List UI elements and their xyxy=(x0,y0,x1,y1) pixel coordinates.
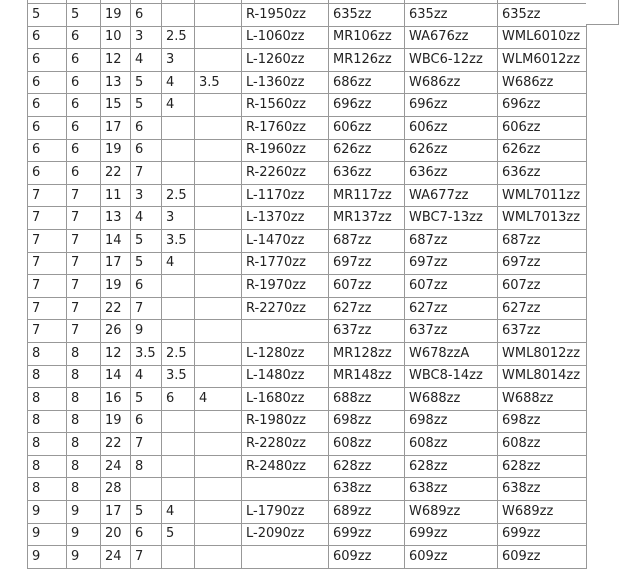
table-body xyxy=(28,0,587,568)
table-cell: 4 xyxy=(131,365,162,388)
table-cell: 697zz xyxy=(329,252,405,275)
table-cell xyxy=(162,139,195,162)
table-cell: 3 xyxy=(162,49,195,72)
table-cell: WLM6012zz xyxy=(498,49,587,72)
table-cell: 9 xyxy=(28,523,67,546)
table-row xyxy=(28,297,587,320)
table-cell: 638zz xyxy=(498,478,587,501)
table-cell xyxy=(195,455,242,478)
table-cell: 4 xyxy=(131,207,162,230)
table-cell: 19 xyxy=(101,275,131,298)
table-cell: 24 xyxy=(101,455,131,478)
table-cell: MR137zz xyxy=(329,207,405,230)
table-cell xyxy=(195,365,242,388)
table-cell: 7 xyxy=(28,297,67,320)
table-cell xyxy=(195,275,242,298)
table-row xyxy=(28,184,587,207)
table-cell: 698zz xyxy=(498,410,587,433)
bearing-table xyxy=(27,0,587,569)
table-cell: WA676zz xyxy=(405,26,498,49)
table-cell xyxy=(162,297,195,320)
table-row xyxy=(28,4,587,27)
table-cell: 7 xyxy=(131,297,162,320)
table-cell: 5 xyxy=(131,501,162,524)
table-cell: 608zz xyxy=(405,433,498,456)
table-cell: 4 xyxy=(162,94,195,117)
table-cell: 609zz xyxy=(329,546,405,569)
table-cell xyxy=(195,4,242,27)
table-cell: 6 xyxy=(131,523,162,546)
table-cell: L-2090zz xyxy=(242,523,329,546)
table-cell: 3 xyxy=(131,26,162,49)
table-cell: 607zz xyxy=(405,275,498,298)
table-cell xyxy=(242,320,329,343)
table-cell: 6 xyxy=(67,139,101,162)
table-cell: R-1770zz xyxy=(242,252,329,275)
table-cell: 3.5 xyxy=(162,365,195,388)
table-cell: 6 xyxy=(28,71,67,94)
table-cell: 17 xyxy=(101,252,131,275)
table-cell: R-2480zz xyxy=(242,455,329,478)
table-row xyxy=(28,275,587,298)
table-cell xyxy=(131,478,162,501)
table-cell: 22 xyxy=(101,297,131,320)
table-cell: R-1970zz xyxy=(242,275,329,298)
table-cell: 8 xyxy=(28,433,67,456)
table-cell: 6 xyxy=(67,116,101,139)
table-cell: L-1280zz xyxy=(242,342,329,365)
table-cell: 19 xyxy=(101,410,131,433)
table-cell: 627zz xyxy=(498,297,587,320)
table-cell: 6 xyxy=(67,71,101,94)
table-cell: 3.5 xyxy=(162,229,195,252)
table-row xyxy=(28,71,587,94)
table-row xyxy=(28,410,587,433)
table-cell: 608zz xyxy=(329,433,405,456)
table-cell: 6 xyxy=(67,26,101,49)
table-cell: 697zz xyxy=(405,252,498,275)
table-cell xyxy=(195,207,242,230)
table-cell: 22 xyxy=(101,162,131,185)
table-cell: W689zz xyxy=(498,501,587,524)
table-row xyxy=(28,523,587,546)
table-cell: WBC6-12zz xyxy=(405,49,498,72)
table-cell xyxy=(195,49,242,72)
table-cell xyxy=(162,4,195,27)
table-row xyxy=(28,501,587,524)
table-cell: R-1950zz xyxy=(242,4,329,27)
table-cell: 687zz xyxy=(498,229,587,252)
table-cell: 606zz xyxy=(329,116,405,139)
table-cell: 5 xyxy=(131,229,162,252)
table-cell xyxy=(195,229,242,252)
top-right-cell-fragment xyxy=(586,0,619,25)
table-cell: 13 xyxy=(101,71,131,94)
table-cell: 635zz xyxy=(329,4,405,27)
table-cell: 627zz xyxy=(405,297,498,320)
table-cell: 2.5 xyxy=(162,26,195,49)
table-cell: 8 xyxy=(28,478,67,501)
table-cell xyxy=(195,342,242,365)
table-cell: 10 xyxy=(101,26,131,49)
table-cell: 637zz xyxy=(405,320,498,343)
table-cell: 8 xyxy=(67,342,101,365)
table-cell: WML8014zz xyxy=(498,365,587,388)
table-cell: WML7013zz xyxy=(498,207,587,230)
table-cell: W688zz xyxy=(498,388,587,411)
table-cell: 689zz xyxy=(329,501,405,524)
table-cell: WBC7-13zz xyxy=(405,207,498,230)
table-cell: L-1260zz xyxy=(242,49,329,72)
table-cell: 628zz xyxy=(498,455,587,478)
table-cell: 8 xyxy=(28,342,67,365)
table-cell: 12 xyxy=(101,49,131,72)
table-cell: 8 xyxy=(67,410,101,433)
table-cell: 5 xyxy=(67,4,101,27)
table-cell: 5 xyxy=(131,94,162,117)
table-cell: 4 xyxy=(131,49,162,72)
table-cell: R-1960zz xyxy=(242,139,329,162)
table-cell: 636zz xyxy=(498,162,587,185)
table-cell: 8 xyxy=(28,388,67,411)
table-row xyxy=(28,365,587,388)
table-cell: L-1060zz xyxy=(242,26,329,49)
table-cell: 5 xyxy=(162,523,195,546)
table-cell: 5 xyxy=(131,388,162,411)
table-cell: L-1480zz xyxy=(242,365,329,388)
table-cell xyxy=(195,116,242,139)
table-cell: 7 xyxy=(67,297,101,320)
table-cell: R-2280zz xyxy=(242,433,329,456)
table-cell: 9 xyxy=(131,320,162,343)
table-cell: 626zz xyxy=(329,139,405,162)
table-cell xyxy=(162,320,195,343)
table-row xyxy=(28,26,587,49)
table-cell: 686zz xyxy=(329,71,405,94)
table-cell: 636zz xyxy=(405,162,498,185)
table-cell: 638zz xyxy=(405,478,498,501)
table-cell: 687zz xyxy=(329,229,405,252)
table-cell: 7 xyxy=(131,433,162,456)
table-cell: 637zz xyxy=(329,320,405,343)
table-cell xyxy=(162,116,195,139)
table-cell: 5 xyxy=(131,252,162,275)
table-cell: 8 xyxy=(28,410,67,433)
table-cell: 609zz xyxy=(498,546,587,569)
table-cell: L-1790zz xyxy=(242,501,329,524)
table-cell: 606zz xyxy=(405,116,498,139)
table-cell: 14 xyxy=(101,229,131,252)
table-cell: 12 xyxy=(101,342,131,365)
table-cell: WA677zz xyxy=(405,184,498,207)
table-cell: 6 xyxy=(131,116,162,139)
table-cell: 6 xyxy=(131,4,162,27)
table-cell: 7 xyxy=(28,229,67,252)
table-row xyxy=(28,49,587,72)
table-cell: 698zz xyxy=(405,410,498,433)
table-cell: 7 xyxy=(131,162,162,185)
table-cell: L-1360zz xyxy=(242,71,329,94)
table-cell: 699zz xyxy=(498,523,587,546)
table-row xyxy=(28,162,587,185)
table-cell: 6 xyxy=(28,139,67,162)
table-cell xyxy=(162,546,195,569)
table-cell xyxy=(242,478,329,501)
table-cell xyxy=(195,162,242,185)
table-cell: 688zz xyxy=(329,388,405,411)
table-row xyxy=(28,433,587,456)
table-cell: 699zz xyxy=(405,523,498,546)
table-cell: 3.5 xyxy=(131,342,162,365)
table-cell: R-2260zz xyxy=(242,162,329,185)
table-cell: 17 xyxy=(101,501,131,524)
table-cell xyxy=(195,320,242,343)
table-cell: R-1760zz xyxy=(242,116,329,139)
table-cell: WBC8-14zz xyxy=(405,365,498,388)
table-row xyxy=(28,139,587,162)
table-cell xyxy=(162,275,195,298)
table-cell: 637zz xyxy=(498,320,587,343)
table-cell xyxy=(162,410,195,433)
table-cell: L-1370zz xyxy=(242,207,329,230)
table-cell: R-2270zz xyxy=(242,297,329,320)
table-cell: 6 xyxy=(67,94,101,117)
table-cell xyxy=(195,501,242,524)
table-cell: 607zz xyxy=(329,275,405,298)
table-cell xyxy=(195,94,242,117)
table-cell: 626zz xyxy=(405,139,498,162)
table-cell xyxy=(195,410,242,433)
table-cell xyxy=(162,162,195,185)
table-cell xyxy=(162,455,195,478)
table-cell: 8 xyxy=(67,388,101,411)
table-row xyxy=(28,229,587,252)
table-cell: 7 xyxy=(28,252,67,275)
table-cell: 6 xyxy=(67,49,101,72)
table-cell xyxy=(195,252,242,275)
table-cell: 6 xyxy=(162,388,195,411)
table-cell: MR148zz xyxy=(329,365,405,388)
table-cell: 698zz xyxy=(329,410,405,433)
table-cell: 9 xyxy=(28,501,67,524)
table-cell: W678zzA xyxy=(405,342,498,365)
table-cell xyxy=(195,184,242,207)
table-cell: 6 xyxy=(131,410,162,433)
table-cell: W686zz xyxy=(498,71,587,94)
table-cell: 9 xyxy=(67,501,101,524)
table-cell: 607zz xyxy=(498,275,587,298)
table-cell: 696zz xyxy=(405,94,498,117)
table-cell: 4 xyxy=(195,388,242,411)
table-cell: 7 xyxy=(67,252,101,275)
table-cell: 16 xyxy=(101,388,131,411)
table-cell: 635zz xyxy=(498,4,587,27)
table-cell: 8 xyxy=(67,365,101,388)
table-cell: 628zz xyxy=(329,455,405,478)
table-cell: 9 xyxy=(28,546,67,569)
table-cell: 15 xyxy=(101,94,131,117)
table-cell: 6 xyxy=(131,139,162,162)
table-cell: 696zz xyxy=(498,94,587,117)
table-cell: 6 xyxy=(28,94,67,117)
table-cell: 8 xyxy=(67,433,101,456)
table-cell: 6 xyxy=(67,162,101,185)
table-cell: 4 xyxy=(162,71,195,94)
table-cell: 3 xyxy=(162,207,195,230)
table-cell: MR117zz xyxy=(329,184,405,207)
table-cell: 608zz xyxy=(498,433,587,456)
table-cell: WML8012zz xyxy=(498,342,587,365)
table-cell: MR126zz xyxy=(329,49,405,72)
table-cell: 28 xyxy=(101,478,131,501)
table-cell: 7 xyxy=(67,275,101,298)
table-cell: 7 xyxy=(67,320,101,343)
table-cell: 8 xyxy=(28,455,67,478)
table-cell: 7 xyxy=(67,229,101,252)
table-cell: 627zz xyxy=(329,297,405,320)
table-cell: 628zz xyxy=(405,455,498,478)
table-cell: 5 xyxy=(28,4,67,27)
table-cell xyxy=(242,546,329,569)
table-cell xyxy=(162,478,195,501)
table-cell: 13 xyxy=(101,207,131,230)
table-cell: L-1470zz xyxy=(242,229,329,252)
table-cell: 6 xyxy=(131,275,162,298)
table-cell xyxy=(195,297,242,320)
table-row xyxy=(28,546,587,569)
table-cell: 638zz xyxy=(329,478,405,501)
table-cell: 8 xyxy=(67,455,101,478)
table-cell: 4 xyxy=(162,252,195,275)
table-cell: 2.5 xyxy=(162,342,195,365)
table-cell: L-1680zz xyxy=(242,388,329,411)
table-cell: 9 xyxy=(67,546,101,569)
table-cell: 6 xyxy=(28,162,67,185)
table-cell: 3.5 xyxy=(195,71,242,94)
table-cell: 7 xyxy=(28,184,67,207)
table-cell xyxy=(195,26,242,49)
table-row xyxy=(28,252,587,275)
table-cell: 606zz xyxy=(498,116,587,139)
table-cell xyxy=(195,139,242,162)
table-cell: 4 xyxy=(162,501,195,524)
table-cell: 9 xyxy=(67,523,101,546)
table-cell: WML6010zz xyxy=(498,26,587,49)
table-cell: MR128zz xyxy=(329,342,405,365)
table-cell: L-1170zz xyxy=(242,184,329,207)
table-cell: 7 xyxy=(131,546,162,569)
table-cell: 17 xyxy=(101,116,131,139)
table-cell xyxy=(195,523,242,546)
table-cell: 8 xyxy=(67,478,101,501)
table-cell: R-1980zz xyxy=(242,410,329,433)
table-cell: R-1560zz xyxy=(242,94,329,117)
table-row xyxy=(28,478,587,501)
table-cell: W688zz xyxy=(405,388,498,411)
table-cell: 19 xyxy=(101,139,131,162)
table-cell: 8 xyxy=(28,365,67,388)
table-cell: 636zz xyxy=(329,162,405,185)
table-cell: WML7011zz xyxy=(498,184,587,207)
table-row xyxy=(28,207,587,230)
table-cell: 635zz xyxy=(405,4,498,27)
table-row xyxy=(28,455,587,478)
table-cell: 7 xyxy=(67,184,101,207)
table-cell: MR106zz xyxy=(329,26,405,49)
table-row xyxy=(28,320,587,343)
table-cell xyxy=(162,433,195,456)
table-cell: 8 xyxy=(131,455,162,478)
table-cell: W689zz xyxy=(405,501,498,524)
table-cell: 11 xyxy=(101,184,131,207)
table-cell xyxy=(195,478,242,501)
table-cell: 5 xyxy=(131,71,162,94)
table-cell: 20 xyxy=(101,523,131,546)
table-cell: 697zz xyxy=(498,252,587,275)
table-cell: 7 xyxy=(28,320,67,343)
table-cell: 687zz xyxy=(405,229,498,252)
table-cell: 2.5 xyxy=(162,184,195,207)
table-cell: 7 xyxy=(28,275,67,298)
table-cell: 696zz xyxy=(329,94,405,117)
table-cell: 19 xyxy=(101,4,131,27)
table-cell: 7 xyxy=(67,207,101,230)
table-row xyxy=(28,94,587,117)
table-cell: 6 xyxy=(28,116,67,139)
table-cell: 7 xyxy=(28,207,67,230)
table-row xyxy=(28,388,587,411)
table-cell: 626zz xyxy=(498,139,587,162)
table-row xyxy=(28,116,587,139)
table-cell xyxy=(195,433,242,456)
table-cell: W686zz xyxy=(405,71,498,94)
table-cell: 24 xyxy=(101,546,131,569)
table-cell: 6 xyxy=(28,26,67,49)
table-cell: 26 xyxy=(101,320,131,343)
table-cell: 609zz xyxy=(405,546,498,569)
table-row xyxy=(28,342,587,365)
table-cell xyxy=(195,546,242,569)
table-cell: 14 xyxy=(101,365,131,388)
table-cell: 22 xyxy=(101,433,131,456)
table-cell: 3 xyxy=(131,184,162,207)
table-cell: 699zz xyxy=(329,523,405,546)
table-cell: 6 xyxy=(28,49,67,72)
